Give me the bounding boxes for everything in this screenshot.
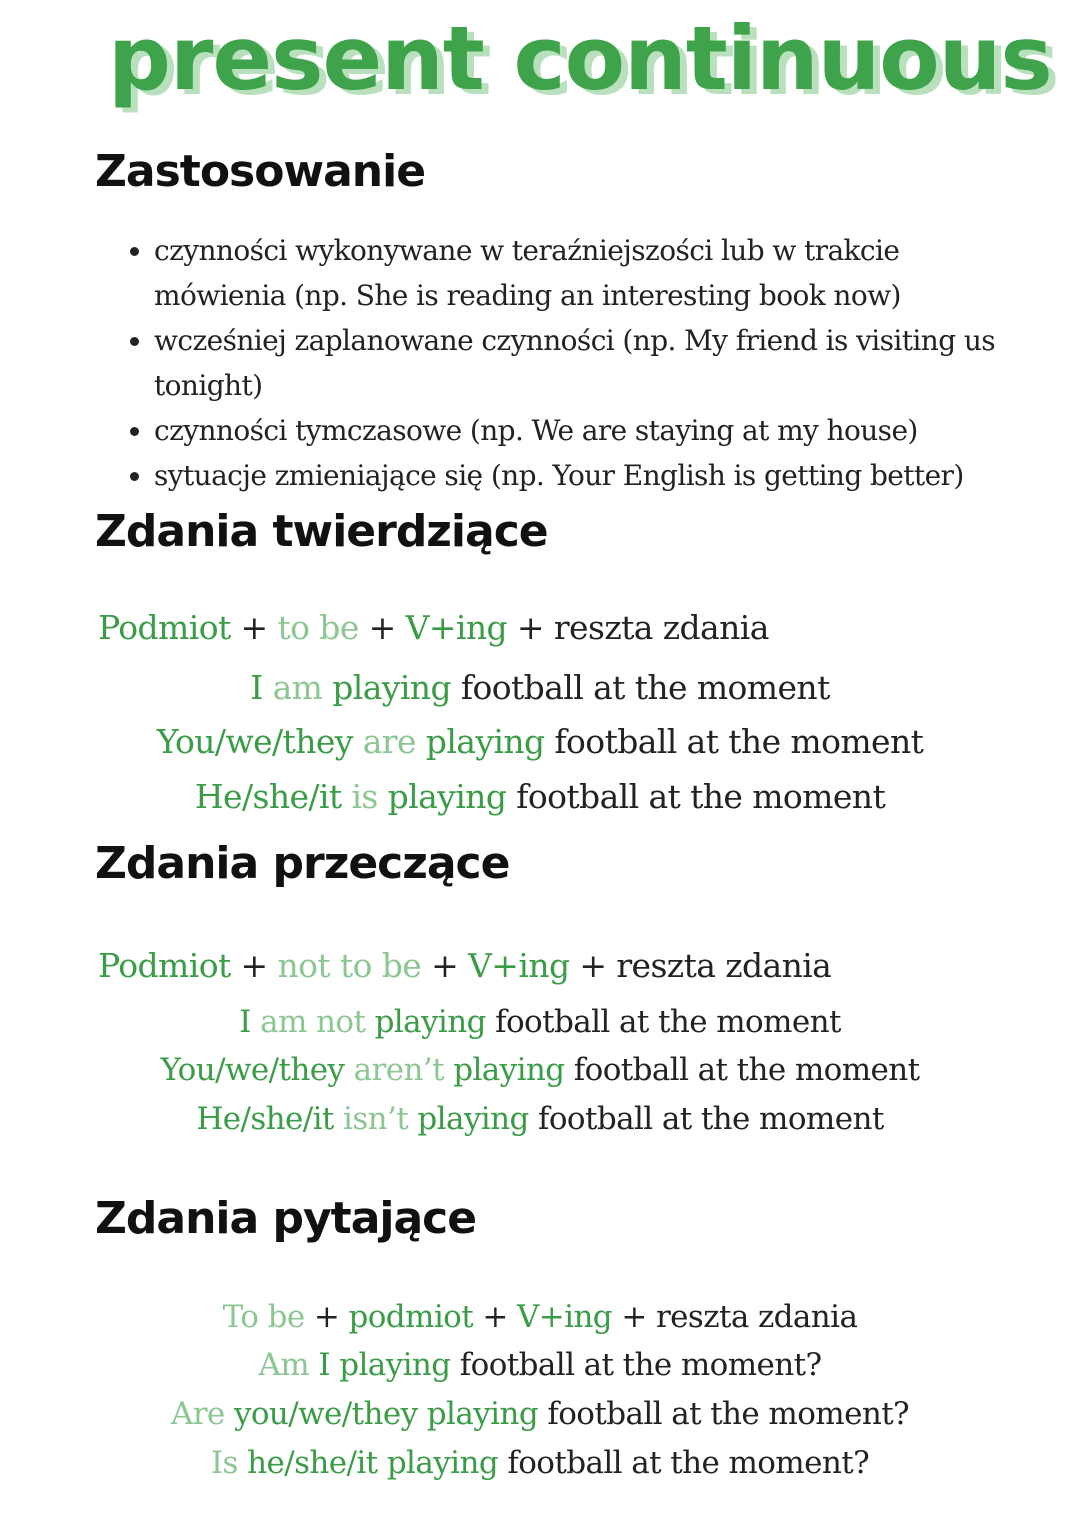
negative-formula	[98, 946, 831, 986]
example-sentence	[0, 722, 1080, 762]
example-rest: football at the moment	[495, 1004, 841, 1040]
example-sentence	[0, 1347, 1080, 1384]
formula-verb: V+ing	[405, 608, 508, 647]
example-sentence	[0, 1004, 1080, 1041]
formula-verb: V+ing	[468, 946, 570, 985]
formula-aux: to be	[277, 608, 359, 647]
example-sentence	[0, 668, 1080, 708]
example-aux: are	[362, 722, 416, 761]
example-aux: isn’t	[343, 1101, 409, 1137]
example-rest: football at the moment?	[459, 1347, 822, 1383]
plus-sign: +	[230, 608, 278, 647]
example-aux: Am	[258, 1347, 310, 1383]
example-aux: Is	[210, 1445, 238, 1481]
usage-heading: Zastosowanie	[95, 146, 426, 197]
page-title: present continuous	[108, 7, 1052, 110]
plus-sign: +	[569, 946, 617, 985]
formula-subject: Podmiot	[98, 946, 231, 985]
affirmative-formula	[98, 608, 769, 648]
example-subject: You/we/they	[160, 1052, 345, 1088]
example-rest: football at the moment	[537, 1101, 884, 1137]
example-verb: playing	[417, 1101, 529, 1137]
example-rest: football at the moment	[554, 722, 924, 761]
example-verb: playing	[386, 1445, 499, 1481]
example-aux: aren’t	[353, 1052, 444, 1088]
example-sentence	[0, 1445, 1080, 1482]
example-subject: He/she/it	[196, 1101, 334, 1137]
formula-rest: reszta zdania	[655, 1299, 858, 1335]
example-verb: playing	[339, 1347, 451, 1383]
plus-sign: +	[421, 946, 469, 985]
formula-aux: To be	[222, 1299, 305, 1335]
example-rest: football at the moment?	[547, 1396, 910, 1432]
example-subject: He/she/it	[194, 777, 342, 816]
question-heading: Zdania pytające	[95, 1193, 477, 1244]
example-verb: playing	[332, 668, 451, 707]
formula-aux: not to be	[277, 946, 422, 985]
example-verb: playing	[453, 1052, 565, 1088]
example-aux: am	[272, 668, 323, 707]
example-rest: football at the moment	[460, 668, 830, 707]
example-subject: he/she/it	[247, 1445, 378, 1481]
plus-sign: +	[507, 608, 554, 647]
list-item: • czynności tymczasowe (np. We are staying at my house)	[154, 408, 1034, 453]
example-aux: is	[351, 777, 378, 816]
formula-rest: reszta zdania	[616, 946, 832, 985]
example-subject: You/we/they	[156, 722, 353, 761]
example-sentence	[0, 777, 1080, 817]
example-verb: playing	[374, 1004, 486, 1040]
question-formula	[0, 1299, 1080, 1336]
example-aux: Are	[170, 1396, 225, 1432]
formula-subject: podmiot	[348, 1299, 474, 1335]
formula-subject: Podmiot	[98, 608, 231, 647]
example-sentence	[0, 1396, 1080, 1433]
example-verb: playing	[425, 722, 545, 761]
list-item: • sytuacje zmieniające się (np. Your English is getting better)	[154, 453, 1034, 498]
list-item: • czynności wykonywane w teraźniejszości lub w trakcie mówienia (np. She is reading an interesting book now)	[154, 228, 1034, 318]
negative-heading: Zdania przeczące	[95, 838, 510, 889]
formula-verb: V+ing	[516, 1299, 613, 1335]
example-subject: I	[239, 1004, 251, 1040]
formula-rest: reszta zdania	[553, 608, 769, 647]
example-rest: football at the moment	[573, 1052, 920, 1088]
example-aux: am not	[260, 1004, 366, 1040]
example-verb: playing	[426, 1396, 539, 1432]
list-item: • wcześniej zaplanowane czynności (np. My friend is visiting us tonight)	[154, 318, 1034, 408]
plus-sign: +	[358, 608, 406, 647]
example-sentence	[0, 1052, 1080, 1089]
example-subject: I	[318, 1347, 330, 1383]
usage-list	[110, 228, 1034, 498]
plus-sign: +	[612, 1299, 656, 1335]
example-verb: playing	[387, 777, 507, 816]
example-rest: football at the moment	[516, 777, 886, 816]
example-subject: you/we/they	[233, 1396, 418, 1432]
affirmative-heading: Zdania twierdziące	[95, 506, 548, 557]
plus-sign: +	[473, 1299, 517, 1335]
example-sentence	[0, 1101, 1080, 1138]
plus-sign: +	[304, 1299, 349, 1335]
example-subject: I	[250, 668, 263, 707]
plus-sign: +	[230, 946, 278, 985]
example-rest: football at the moment?	[507, 1445, 870, 1481]
